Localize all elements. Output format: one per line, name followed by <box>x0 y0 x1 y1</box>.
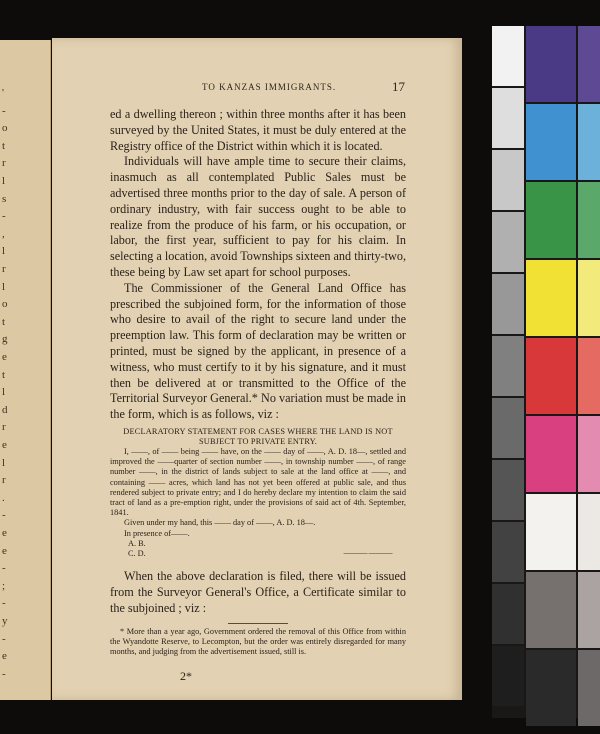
paragraph-individuals: Individuals will have ample time to secure their claims, inasmuch as all contemplated Public Sales must be advertised three months prior to the day of sale. A person of ordinary industry, with fair success ought to be able to realize from the produce of his farm, or his occupation, or labor, the first year, sufficient to pay for his claim. In selecting a location, avoid Townships sixteen and thirty-two, these being by Law set apart for school purposes. <box>110 154 406 279</box>
color-patch <box>492 398 524 458</box>
color-patch <box>526 416 576 492</box>
declaration-heading: DECLARATORY STATEMENT FOR CASES WHERE THE LAND IS NOT SUBJECT TO PRIVATE ENTRY. <box>123 426 393 446</box>
signature-blanks: ——— ——— <box>343 547 392 557</box>
facing-page-fragment: t <box>2 139 6 152</box>
book-page <box>52 38 462 700</box>
color-patch <box>578 260 600 336</box>
facing-page-fragment: r <box>2 474 6 487</box>
facing-page-fragment: r <box>2 421 6 434</box>
facing-page-fragment: ; <box>2 579 6 592</box>
color-patch <box>492 212 524 272</box>
page-body <box>110 107 406 684</box>
facing-page-fragment: g <box>2 333 8 346</box>
color-patch <box>492 150 524 210</box>
facing-page-fragment: e <box>2 439 7 451</box>
facing-page-fragment: e <box>2 650 7 663</box>
color-patch <box>492 274 524 334</box>
color-patch <box>492 88 524 148</box>
facing-page-fragment: t <box>2 368 6 381</box>
color-patch <box>492 26 524 86</box>
signature-mark: 2* <box>180 669 192 684</box>
facing-page-fragment: ' <box>2 87 4 99</box>
color-calibration-chart <box>492 26 600 718</box>
facing-page-fragment: e <box>2 351 7 363</box>
color-patch <box>578 650 600 726</box>
facing-page-fragment: - <box>2 509 6 522</box>
color-patch <box>526 572 576 648</box>
facing-page-fragment: . <box>2 491 5 504</box>
facing-page-fragment: r <box>2 157 6 170</box>
color-patch <box>526 182 576 258</box>
facing-page-fragment: l <box>2 175 6 187</box>
facing-page-fragment: - <box>2 104 6 117</box>
color-patch <box>578 338 600 414</box>
facing-page-fragment: , <box>2 227 5 240</box>
facing-page-fragment: e <box>2 544 7 557</box>
color-patch <box>492 460 524 520</box>
witness-name: C. D. <box>128 548 146 558</box>
declaration-given: Given under my hand, this —— day of ——, A. D. 18—. <box>124 518 316 528</box>
color-patch <box>578 416 600 492</box>
facing-page-fragment: - <box>2 210 6 223</box>
page-number: 17 <box>392 79 405 94</box>
declaratory-statement <box>110 427 406 559</box>
color-patch <box>526 104 576 180</box>
footnote: * More than a year ago, Government ordered the removal of this Office from within the Wyandotte Reserve, to Lecompton, but the order was entirely disregarded for many months, and judging from the advertisement issued, still is. <box>110 626 406 656</box>
signatory-name: A. B. <box>128 538 146 548</box>
color-patch <box>492 646 524 706</box>
facing-page-fragment: l <box>2 245 6 258</box>
color-patch <box>526 650 576 726</box>
facing-page-fragment: o <box>2 122 8 135</box>
facing-page-fragment: - <box>2 562 6 575</box>
color-patch <box>578 182 600 258</box>
facing-page-fragment: d <box>2 403 8 416</box>
color-patch <box>578 572 600 648</box>
facing-page-fragment: e <box>2 527 7 539</box>
paragraph-commissioner: The Commissioner of the General Land Office has prescribed the subjoined form, for the information of those who desire to avail of the right to secure land under the preemption law. This form of declaration may be written or printed, must be signed by the applicant, in presence of a witness, who must certify to it by his signature, and it must then be delivered at or transmitted to the Office of the Territorial Surveyor General.* No variation must be made in the form, which is as follows, viz : <box>110 280 406 422</box>
declaration-presence: In presence of——. <box>124 528 190 538</box>
facing-page-fragment: o <box>2 298 8 311</box>
facing-page-fragment: - <box>2 667 6 680</box>
facing-page-fragment: l <box>2 280 6 293</box>
facing-page-fragment: - <box>2 597 6 610</box>
facing-page-fragment: y <box>2 615 8 627</box>
facing-page-edge <box>0 40 51 700</box>
color-patch <box>492 336 524 396</box>
paragraph-closing: When the above declaration is filed, there will be issued from the Surveyor General's Office, a Certificate similar to the subjoined ; viz : <box>110 569 406 615</box>
facing-page-fragment: l <box>2 456 6 469</box>
color-patch <box>526 26 576 102</box>
footnote-rule <box>228 623 288 624</box>
paragraph-continuation: ed a dwelling thereon ; within three months after it has been surveyed by the United States, it must be duly entered at the Registry office of the District within which it is located. <box>110 107 406 153</box>
facing-page-fragment: - <box>2 632 6 645</box>
color-patch <box>492 522 524 582</box>
color-patch <box>526 338 576 414</box>
color-patch <box>578 494 600 570</box>
color-patch <box>492 584 524 644</box>
color-patch <box>578 26 600 102</box>
facing-page-fragment: l <box>2 386 6 399</box>
color-patch <box>526 494 576 570</box>
facing-page-fragment: r <box>2 263 6 275</box>
page-header <box>52 79 462 98</box>
color-patch <box>578 104 600 180</box>
running-title: TO KANZAS IMMIGRANTS. <box>202 82 337 92</box>
declaration-body: I, ——, of —— being —— have, on the —— day of ——, A. D. 18—, settled and improved the ——quarter of section number ——, in township number ——, of range number ——, in the district of lands subject to sale at the land office at ——, and containing —— acres, which land has not yet been offered at public sale, and thus rendered subject to private entry; and I do hereby declare my intention to claim the said tract of land as a pre-emption right, under the provisions of said act of 4th. September, 1841. <box>110 446 406 518</box>
color-patch <box>526 260 576 336</box>
facing-page-fragment: s <box>2 192 7 205</box>
facing-page-fragment: t <box>2 315 6 328</box>
signature-block <box>110 539 406 559</box>
